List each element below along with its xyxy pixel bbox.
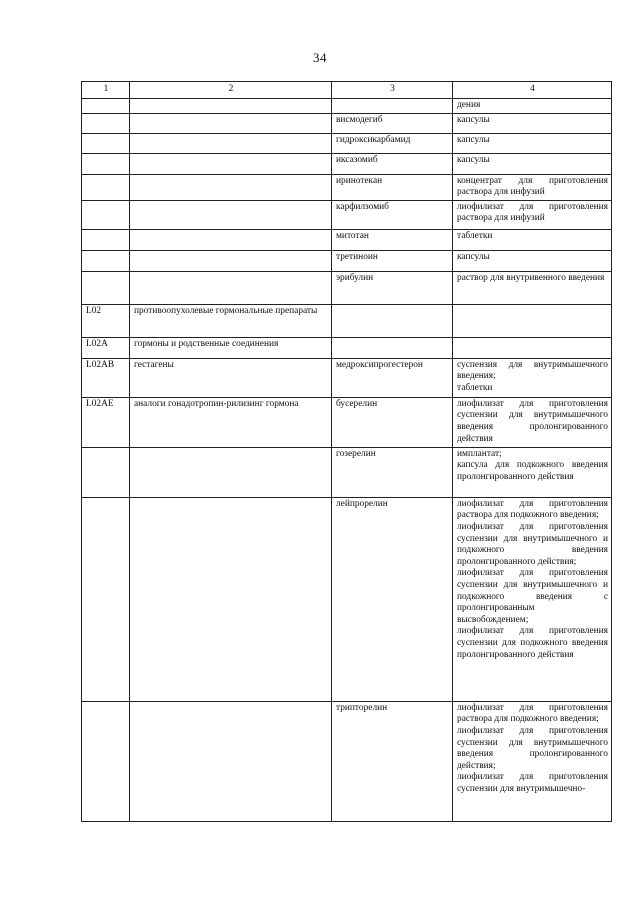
group-cell [130, 229, 332, 250]
group-cell: аналоги гонадотропин-рилизинг гормона [130, 397, 332, 447]
dosage-form-cell [453, 113, 612, 133]
drug-cell: трипторелин [332, 701, 453, 821]
group-cell [130, 153, 332, 174]
dosage-form-cell [453, 133, 612, 153]
dosage-form-cell [453, 229, 612, 250]
dosage-form-text: суспензия для внутримышечного введения; [457, 359, 608, 382]
dosage-form-cell [453, 358, 612, 397]
table-row [82, 200, 612, 229]
group-cell [130, 250, 332, 271]
dosage-form-text: капсулы [457, 134, 490, 145]
code-cell [82, 701, 130, 821]
table-row [82, 133, 612, 153]
table-row [82, 337, 612, 358]
table-row [82, 497, 612, 701]
page-number: 34 [313, 50, 327, 65]
header-row [82, 82, 612, 99]
group-cell: гормоны и родственные соединения [130, 337, 332, 358]
drug-cell: эрибулин [332, 271, 453, 304]
dosage-form-cell [453, 304, 612, 337]
dosage-form-cell [453, 701, 612, 821]
dosage-form-cell [453, 153, 612, 174]
dosage-form-text: лиофилизат для приготовления раствора для инфузий [457, 201, 608, 224]
code-cell [82, 497, 130, 701]
dosage-form-cell [453, 497, 612, 701]
drug-table [81, 81, 612, 822]
code-cell [82, 133, 130, 153]
table-body [82, 99, 612, 822]
table-row [82, 174, 612, 200]
table-row [82, 113, 612, 133]
drug-cell: висмодегиб [332, 113, 453, 133]
table-row [82, 229, 612, 250]
dosage-form-text: лиофилизат для приготовления раствора для подкожного введения; [457, 498, 608, 521]
drug-cell: митотан [332, 229, 453, 250]
drug-cell: гозерелин [332, 447, 453, 497]
drug-cell: гидроксикарбамид [332, 133, 453, 153]
group-cell [130, 174, 332, 200]
dosage-form-text: капсулы [457, 251, 490, 262]
header-col-2: 2 [130, 82, 332, 99]
code-cell [82, 99, 130, 114]
drug-cell: медроксипрогестерон [332, 358, 453, 397]
dosage-form-text: дения [457, 100, 481, 110]
dosage-form-text: лиофилизат для приготовления раствора для подкожного введения; [457, 702, 608, 725]
table-row [82, 99, 612, 114]
dosage-form-text: раствор для внутривенного введения [457, 272, 605, 283]
table-row [82, 153, 612, 174]
dosage-form-cell [453, 271, 612, 304]
code-cell: L02A [82, 337, 130, 358]
group-cell [130, 99, 332, 114]
drug-cell: лейпрорелин [332, 497, 453, 701]
code-cell [82, 271, 130, 304]
dosage-form-cell [453, 397, 612, 447]
dosage-form-text: имплантат; [457, 448, 502, 459]
code-cell: L02 [82, 304, 130, 337]
group-cell: гестагены [130, 358, 332, 397]
drug-cell [332, 304, 453, 337]
group-cell [130, 701, 332, 821]
code-cell [82, 113, 130, 133]
drug-cell: иринотекан [332, 174, 453, 200]
dosage-form-cell [453, 200, 612, 229]
dosage-form-text: таблетки [457, 382, 493, 393]
dosage-form-text: лиофилизат для приготовления суспензии для внутримышечного и подкожного введения пролонгированного действия; [457, 521, 608, 567]
drug-cell: третиноин [332, 250, 453, 271]
dosage-form-text: капсула для подкожного введения пролонгированного действия [457, 460, 608, 482]
code-cell [82, 229, 130, 250]
drug-cell: бусерелин [332, 397, 453, 447]
group-cell [130, 271, 332, 304]
drug-cell: иксазомиб [332, 153, 453, 174]
dosage-form-cell [453, 447, 612, 497]
group-cell [130, 200, 332, 229]
table-row [82, 271, 612, 304]
group-cell [130, 497, 332, 701]
group-cell [130, 447, 332, 497]
table-row [82, 358, 612, 397]
header-col-1: 1 [82, 82, 130, 99]
code-cell [82, 250, 130, 271]
header-col-4: 4 [453, 82, 612, 99]
group-cell [130, 133, 332, 153]
code-cell [82, 174, 130, 200]
group-cell [130, 113, 332, 133]
dosage-form-text: лиофилизат для приготовления суспензии для внутримышечного введения пролонгированного действия [457, 398, 608, 444]
table-row [82, 250, 612, 271]
code-cell: L02AE [82, 397, 130, 447]
drug-cell: карфилзомиб [332, 200, 453, 229]
drug-cell [332, 99, 453, 114]
table-row [82, 304, 612, 337]
header-col-3: 3 [332, 82, 453, 99]
dosage-form-text: таблетки [457, 230, 493, 241]
dosage-form-text: концентрат для приготовления раствора для инфузий [457, 175, 608, 198]
dosage-form-cell [453, 99, 612, 114]
dosage-form-cell [453, 174, 612, 200]
table-row [82, 397, 612, 447]
dosage-form-text: капсулы [457, 114, 490, 125]
dosage-form-cell [453, 250, 612, 271]
dosage-form-text: лиофилизат для приготовления суспензии для внутримышечного и подкожного введения с пролонгированным высвобождением; [457, 568, 608, 625]
table-row [82, 447, 612, 497]
dosage-form-text: лиофилизат для приготовления суспензии для подкожного введения пролонгированного действия [457, 626, 608, 660]
code-cell [82, 200, 130, 229]
dosage-form-text: капсулы [457, 154, 490, 165]
dosage-form-text: лиофилизат для приготовления суспензии для внутримышечного введения пролонгированного действия; [457, 725, 608, 771]
dosage-form-cell [453, 337, 612, 358]
dosage-form-text: лиофилизат для приготовления суспензии для внутримышечно- [457, 772, 608, 794]
code-cell [82, 447, 130, 497]
code-cell: L02AB [82, 358, 130, 397]
group-cell: противоопухолевые гормональные препараты [130, 304, 332, 337]
code-cell [82, 153, 130, 174]
table-row [82, 701, 612, 821]
drug-cell [332, 337, 453, 358]
